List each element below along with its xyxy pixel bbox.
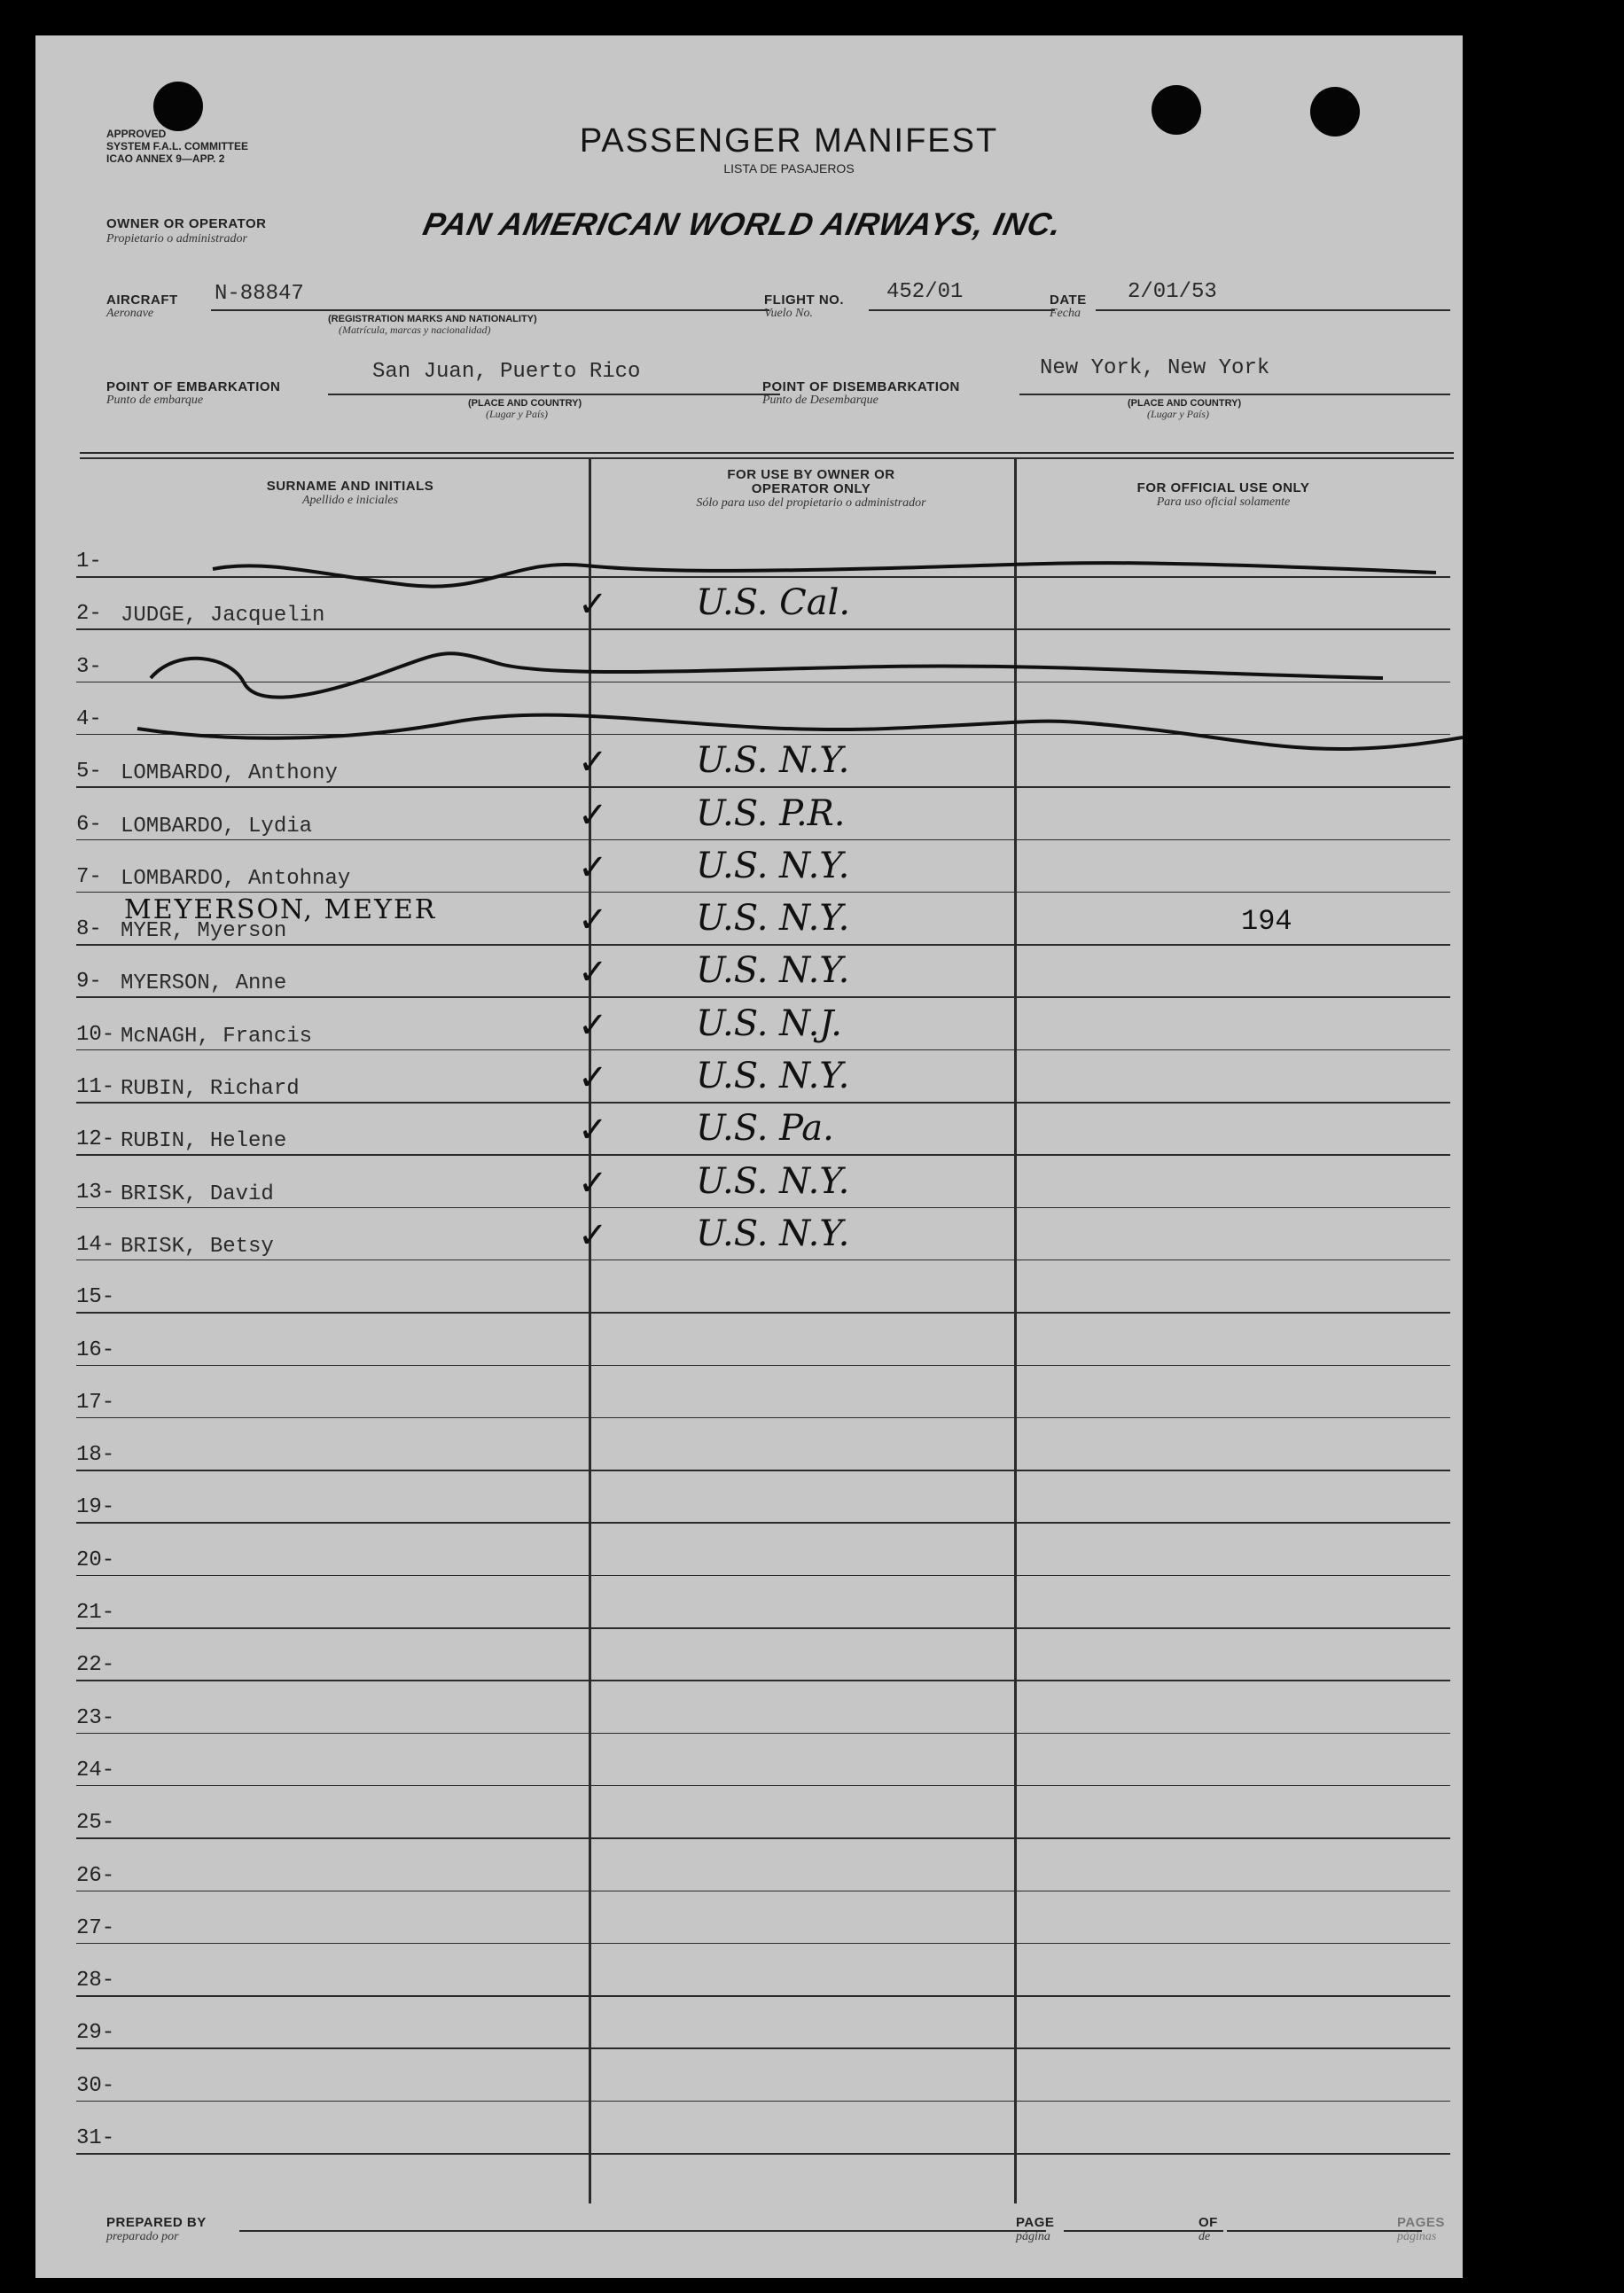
row-number: 6- <box>76 812 102 837</box>
column-header-owner-use-es: Sólo para uso del propietario o administrador <box>696 496 926 510</box>
owner-label-es: Propietario o administrador <box>106 232 247 246</box>
row-number: 31- <box>76 2126 115 2150</box>
check-mark-icon: ✓ <box>578 794 608 836</box>
passenger-name: MYER, Myerson <box>121 919 287 944</box>
disembark-place-note: (PLACE AND COUNTRY) <box>1128 398 1242 409</box>
row-number: 4- <box>76 706 102 731</box>
page-title-es: LISTA DE PASAJEROS <box>723 161 855 175</box>
row-number: 22- <box>76 1653 115 1678</box>
passenger-name: LOMBARDO, Antohnay <box>121 866 351 891</box>
citizenship-entry: U.S. N.Y. <box>696 1160 850 1202</box>
date-label-es: Fecha <box>1050 307 1081 320</box>
owner-label: OWNER OR OPERATOR <box>106 216 267 231</box>
citizenship-entry: U.S. N.Y. <box>696 898 850 940</box>
embark-place-note-es: (Lugar y País) <box>486 408 548 420</box>
citizenship-entry: U.S. Cal. <box>696 582 851 624</box>
disembark-place-note-es: (Lugar y País) <box>1147 408 1209 420</box>
row-number: 25- <box>76 1811 115 1836</box>
page-label-es: página <box>1016 2230 1050 2243</box>
row-number: 16- <box>76 1338 115 1362</box>
check-mark-icon: ✓ <box>578 1110 608 1151</box>
check-mark-icon: ✓ <box>578 584 608 626</box>
of-label: OF <box>1198 2215 1218 2230</box>
column-header-official-label: FOR OFFICIAL USE ONLY <box>1136 480 1310 495</box>
operator-name: PAN AMERICAN WORLD AIRWAYS, INC. <box>419 206 1066 242</box>
prepared-by-label: PREPARED BY <box>106 2215 207 2230</box>
registration-note-es: (Matrícula, marcas y nacionalidad) <box>339 324 491 336</box>
approval-line: APPROVED <box>106 128 167 140</box>
row-number: 10- <box>76 1022 115 1047</box>
row-number: 29- <box>76 2021 115 2046</box>
row-number: 20- <box>76 1548 115 1572</box>
column-header-surname-es: Apellido e iniciales <box>301 494 399 507</box>
row-number: 7- <box>76 864 102 889</box>
row-number: 13- <box>76 1180 115 1205</box>
row-number: 24- <box>76 1758 115 1782</box>
passenger-name: MYERSON, Anne <box>121 971 287 996</box>
row-number: 26- <box>76 1863 115 1888</box>
page-title: PASSENGER MANIFEST <box>579 122 999 160</box>
row-number: 1- <box>76 550 102 573</box>
citizenship-entry: U.S. P.R. <box>696 792 846 834</box>
handwritten-name-correction: MEYERSON, MEYER <box>124 894 437 926</box>
citizenship-entry: U.S. N.J. <box>696 1002 842 1044</box>
registration-note: (REGISTRATION MARKS AND NATIONALITY) <box>328 314 537 324</box>
flight-label: FLIGHT NO. <box>764 292 844 308</box>
official-use-number: 194 <box>1241 905 1292 939</box>
row-number: 15- <box>76 1285 115 1310</box>
citizenship-entry: U.S. N.Y. <box>696 1213 850 1254</box>
row-number: 11- <box>76 1075 115 1099</box>
date-value: 2/01/53 <box>1128 280 1217 304</box>
row-number: 18- <box>76 1443 115 1468</box>
column-header-surname-label: SURNAME AND INITIALS <box>266 479 434 494</box>
strike-line-row-1 <box>213 563 1436 586</box>
passenger-name: LOMBARDO, Lydia <box>121 814 313 838</box>
check-mark-icon: ✓ <box>578 1162 608 1204</box>
aircraft-label-es: Aeronave <box>106 307 154 320</box>
check-mark-icon: ✓ <box>578 900 608 941</box>
strike-scribbles <box>35 35 1463 2278</box>
row-number: 30- <box>76 2073 115 2098</box>
row-number: 17- <box>76 1390 115 1415</box>
prepared-by-label-es: preparado por <box>106 2230 179 2243</box>
check-mark-icon: ✓ <box>578 1057 608 1098</box>
disembark-label: POINT OF DISEMBARKATION <box>762 379 960 394</box>
row-number: 21- <box>76 1601 115 1625</box>
passenger-name: JUDGE, Jacquelin <box>121 604 325 628</box>
page-label: PAGE <box>1016 2215 1055 2230</box>
row-number: 2- <box>76 602 102 627</box>
embark-label: POINT OF EMBARKATION <box>106 379 281 394</box>
manifest-sheet <box>35 35 1463 2278</box>
check-mark-icon: ✓ <box>578 846 608 888</box>
row-number: 3- <box>76 654 102 679</box>
passenger-name: BRISK, David <box>121 1182 274 1206</box>
row-number: 23- <box>76 1705 115 1730</box>
citizenship-entry: U.S. N.Y. <box>696 1056 850 1096</box>
row-number: 5- <box>76 760 102 784</box>
strike-line-row-3 <box>151 653 1383 697</box>
citizenship-entry: U.S. N.Y. <box>696 740 850 782</box>
row-number: 28- <box>76 1969 115 1993</box>
pages-label-es: páginas <box>1397 2230 1437 2243</box>
embark-value: San Juan, Puerto Rico <box>372 360 641 384</box>
column-header-owner-use-label: FOR USE BY OWNER OR OPERATOR ONLY <box>727 467 895 496</box>
citizenship-entry: U.S. N.Y. <box>696 950 850 992</box>
column-header-official-es: Para uso oficial solamente <box>1156 495 1291 509</box>
flight-value: 452/01 <box>886 280 964 304</box>
row-number: 27- <box>76 1915 115 1940</box>
date-label: DATE <box>1050 292 1087 308</box>
aircraft-label: AIRCRAFT <box>106 292 178 308</box>
disembark-value: New York, New York <box>1040 356 1270 380</box>
check-mark-icon: ✓ <box>578 742 608 784</box>
passenger-name: LOMBARDO, Anthony <box>121 761 338 786</box>
embark-place-note: (PLACE AND COUNTRY) <box>468 398 582 409</box>
row-number: 9- <box>76 970 102 994</box>
passenger-name: BRISK, Betsy <box>121 1234 274 1259</box>
passenger-name: McNAGH, Francis <box>121 1024 313 1049</box>
passenger-name: RUBIN, Richard <box>121 1077 300 1101</box>
approval-line: ICAO ANNEX 9—APP. 2 <box>106 152 225 165</box>
check-mark-icon: ✓ <box>578 952 608 994</box>
row-number: 8- <box>76 917 102 942</box>
row-number: 19- <box>76 1495 115 1520</box>
pages-label: PAGES <box>1397 2215 1445 2230</box>
citizenship-entry: U.S. N.Y. <box>696 845 850 886</box>
citizenship-entry: U.S. Pa. <box>696 1108 834 1150</box>
of-label-es: de <box>1198 2230 1211 2243</box>
strike-line-row-4 <box>137 715 1463 749</box>
flight-label-es: Vuelo No. <box>764 307 813 320</box>
check-mark-icon: ✓ <box>578 1214 608 1256</box>
approval-line: SYSTEM F.A.L. COMMITTEE <box>106 140 249 152</box>
passenger-name: RUBIN, Helene <box>121 1129 287 1154</box>
aircraft-value: N-88847 <box>215 282 304 306</box>
embark-label-es: Punto de embarque <box>106 394 204 407</box>
disembark-label-es: Punto de Desembarque <box>762 394 878 407</box>
check-mark-icon: ✓ <box>578 1004 608 1046</box>
row-number: 12- <box>76 1127 115 1152</box>
row-number: 14- <box>76 1232 115 1257</box>
